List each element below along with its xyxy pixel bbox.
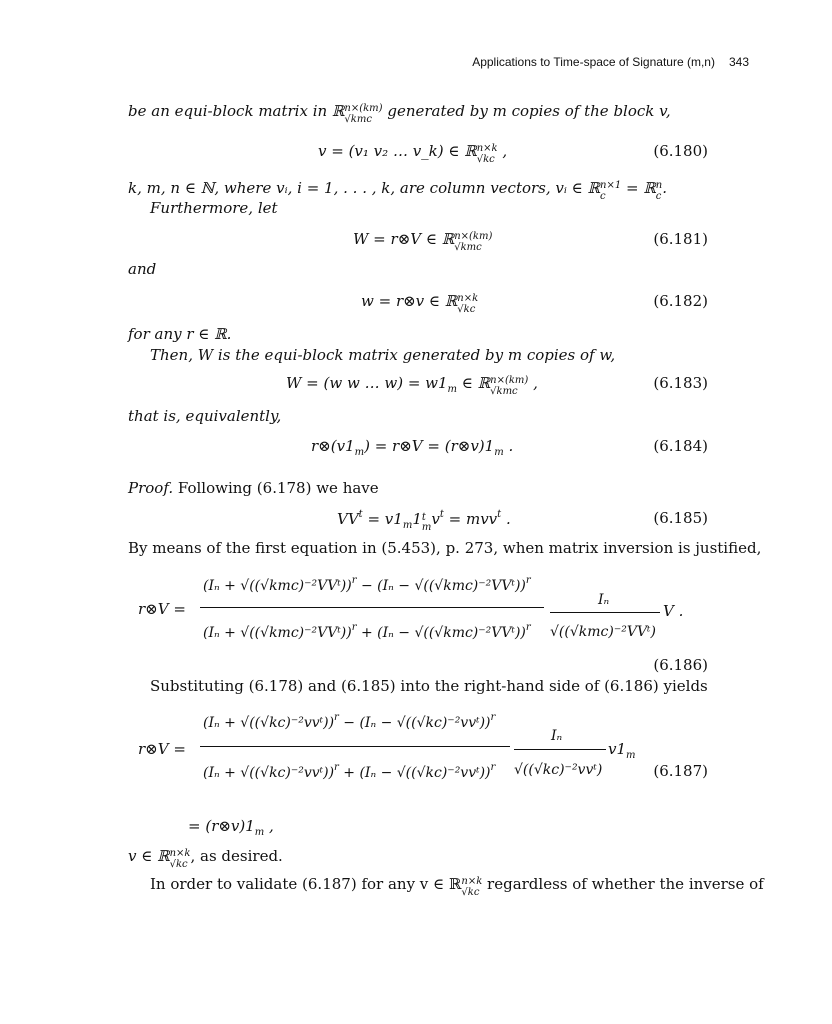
eq-text: w = r⊗v ∈ ℝ <box>361 292 458 310</box>
equation-number: (6.181) <box>653 230 708 248</box>
eq-text: ∈ ℝ <box>457 374 491 392</box>
text-span: be an equi-block matrix in ℝ <box>128 102 345 120</box>
eq-text: + (Iₙ − √((√kc)⁻²vvᵗ)) <box>338 765 491 781</box>
eq-text: − (Iₙ − √((√kmc)⁻²VVᵗ)) <box>356 578 526 594</box>
field-script <box>461 876 482 898</box>
running-header <box>472 55 749 69</box>
field-sup: n×k <box>457 293 479 304</box>
eq-sup: r <box>334 712 339 723</box>
field-sup: n×(km) <box>454 231 493 242</box>
text-span: , as desired. <box>190 847 283 865</box>
eq-numerator <box>203 575 531 594</box>
eq-sub: m <box>626 750 636 761</box>
equation-number: (6.185) <box>653 509 708 527</box>
eq-text: (Iₙ + √((√kmc)⁻²VVᵗ)) <box>203 578 352 594</box>
eq-numerator-2: Iₙ <box>551 728 563 744</box>
eq-text: (Iₙ + √((√kc)⁻²vvᵗ)) <box>203 765 335 781</box>
proof-label: Proof. <box>128 479 174 497</box>
field-sup: n×k <box>461 876 483 887</box>
text-line-9: Substituting (6.178) and (6.185) into the right-hand side of (6.186) yields <box>150 677 708 695</box>
eq-denominator <box>203 762 495 781</box>
eq-numerator-2: Iₙ <box>598 592 610 608</box>
eq-text: r⊗(v1 <box>311 437 355 455</box>
eq-text: = mvv <box>443 510 498 528</box>
eq-sub: m <box>494 447 504 458</box>
eq-sub: m <box>447 384 458 395</box>
text-line-11 <box>150 875 764 898</box>
equation-number: (6.180) <box>653 142 708 160</box>
eq-text: , <box>528 374 538 392</box>
eq-sup: r <box>334 762 339 773</box>
field-script <box>170 848 191 870</box>
equation-number: (6.186) <box>653 656 708 674</box>
eq-text: , <box>264 817 274 835</box>
field-script <box>490 375 528 397</box>
text-span: regardless of whether the inverse of <box>482 875 764 893</box>
text-line-4: and <box>128 260 157 278</box>
eq-sup: t <box>497 509 502 520</box>
field-sub: √kc <box>461 887 480 898</box>
eq-lhs: r⊗V = <box>138 600 186 618</box>
field-sub: √kmc <box>490 386 518 397</box>
equation-number: (6.184) <box>653 437 708 455</box>
text-line-8: By means of the first equation in (5.453), p. 273, when matrix inversion is justified, <box>128 539 762 557</box>
equation-number: (6.187) <box>653 762 708 780</box>
equation-number: (6.182) <box>653 292 708 310</box>
equation-number: (6.183) <box>653 374 708 392</box>
text-line-3: Furthermore, let <box>150 199 278 217</box>
text-span: = ℝ <box>621 179 656 197</box>
field-script <box>454 231 492 253</box>
field-sub: √kmc <box>344 114 372 125</box>
eq-sub: m <box>421 522 432 533</box>
field-sub: √kc <box>169 859 188 870</box>
eq-tail: V . <box>663 602 684 620</box>
equation-continuation <box>188 817 274 838</box>
eq-text: 1 <box>412 510 422 528</box>
text-span: . <box>662 179 668 197</box>
eq-tail <box>608 740 636 761</box>
text-line-10 <box>128 847 283 870</box>
equation-6-182 <box>361 292 478 315</box>
eq-denominator <box>203 622 531 641</box>
eq-text: . <box>501 510 511 528</box>
equation-6-183 <box>286 374 538 397</box>
eq-text: v1 <box>608 740 627 758</box>
eq-text: ) = r⊗V = (r⊗v)1 <box>364 437 495 455</box>
eq-text: (Iₙ + √((√kmc)⁻²VVᵗ)) <box>203 625 352 641</box>
field-sub: √kc <box>457 304 476 315</box>
eq-text: . <box>503 437 514 455</box>
fraction-bar <box>200 746 510 747</box>
text-span: v ∈ ℝ <box>128 847 170 865</box>
field-sub: √kmc <box>454 242 482 253</box>
field-sup: n <box>655 180 663 191</box>
text-line-1 <box>128 102 671 125</box>
eq-numerator <box>203 712 495 731</box>
eq-denominator-2: √((√kc)⁻²vvᵗ) <box>514 762 603 778</box>
eq-lhs: r⊗V = <box>138 740 186 758</box>
text-span: In order to validate (6.187) for any v ∈ ℝ <box>150 875 462 893</box>
fraction-bar <box>514 749 606 750</box>
eq-sub: m <box>254 827 265 838</box>
fraction-bar <box>550 612 660 613</box>
eq-sup: r <box>351 622 357 633</box>
field-sup: n×(km) <box>490 375 529 386</box>
field-script <box>477 143 498 165</box>
eq-denominator-2: √((√kmc)⁻²VVᵗ) <box>550 624 656 640</box>
text-span: generated by m copies of the block v, <box>382 102 671 120</box>
equation-6-181 <box>353 230 492 253</box>
field-sup: n×1 <box>600 180 622 191</box>
field-sub: √kc <box>476 154 495 165</box>
eq-sup: t <box>358 509 363 520</box>
eq-sup: t <box>421 512 426 523</box>
running-title: Applications to Time-space of Signature (m,n) <box>472 55 715 69</box>
text-line-5: for any r ∈ ℝ. <box>128 325 232 343</box>
eq-sup: t <box>439 509 444 520</box>
eq-text: W = r⊗V ∈ ℝ <box>353 230 455 248</box>
field-sup: n×k <box>476 143 498 154</box>
eq-script <box>422 513 431 533</box>
eq-sub: m <box>402 520 413 531</box>
text-line-7: that is, equivalently, <box>128 407 282 425</box>
field-script <box>344 103 382 125</box>
eq-sub: m <box>354 447 365 458</box>
eq-text: VV <box>337 510 359 528</box>
eq-text: W = (w w … w) = w1 <box>286 374 448 392</box>
eq-sup: r <box>490 762 496 773</box>
eq-text: = (r⊗v)1 <box>188 817 255 835</box>
eq-sup: r <box>525 575 531 586</box>
eq-text: v = (v₁ v₂ … v_k) ∈ ℝ <box>318 142 477 160</box>
eq-text: v <box>431 510 440 528</box>
eq-text: − (Iₙ − √((√kc)⁻²vvᵗ)) <box>338 715 491 731</box>
eq-text: , <box>497 142 508 160</box>
equation-6-180 <box>318 142 507 165</box>
text-span: k, m, n ∈ ℕ, where vᵢ, i = 1, . . . , k, are column vectors, vᵢ ∈ ℝ <box>128 179 601 197</box>
page-number: 343 <box>728 55 749 69</box>
eq-sup: r <box>351 575 357 586</box>
field-sub: c <box>655 191 662 202</box>
field-sup: n×k <box>169 848 191 859</box>
field-script <box>457 293 478 315</box>
field-sup: n×(km) <box>344 103 383 114</box>
eq-text: + (Iₙ − √((√kmc)⁻²VVᵗ)) <box>356 625 526 641</box>
equation-6-185 <box>337 509 511 533</box>
field-script <box>600 180 621 202</box>
text-line-6: Then, W is the equi-block matrix generated by m copies of w, <box>150 346 616 364</box>
eq-text: = v1 <box>362 510 403 528</box>
eq-sup: r <box>490 712 496 723</box>
eq-text: (Iₙ + √((√kc)⁻²vvᵗ)) <box>203 715 335 731</box>
field-sub: c <box>600 191 606 202</box>
equation-6-184 <box>311 437 513 458</box>
fraction-bar <box>200 607 544 608</box>
proof-line <box>128 479 379 497</box>
eq-sup: r <box>525 622 531 633</box>
text-span: Following (6.178) we have <box>173 479 379 497</box>
